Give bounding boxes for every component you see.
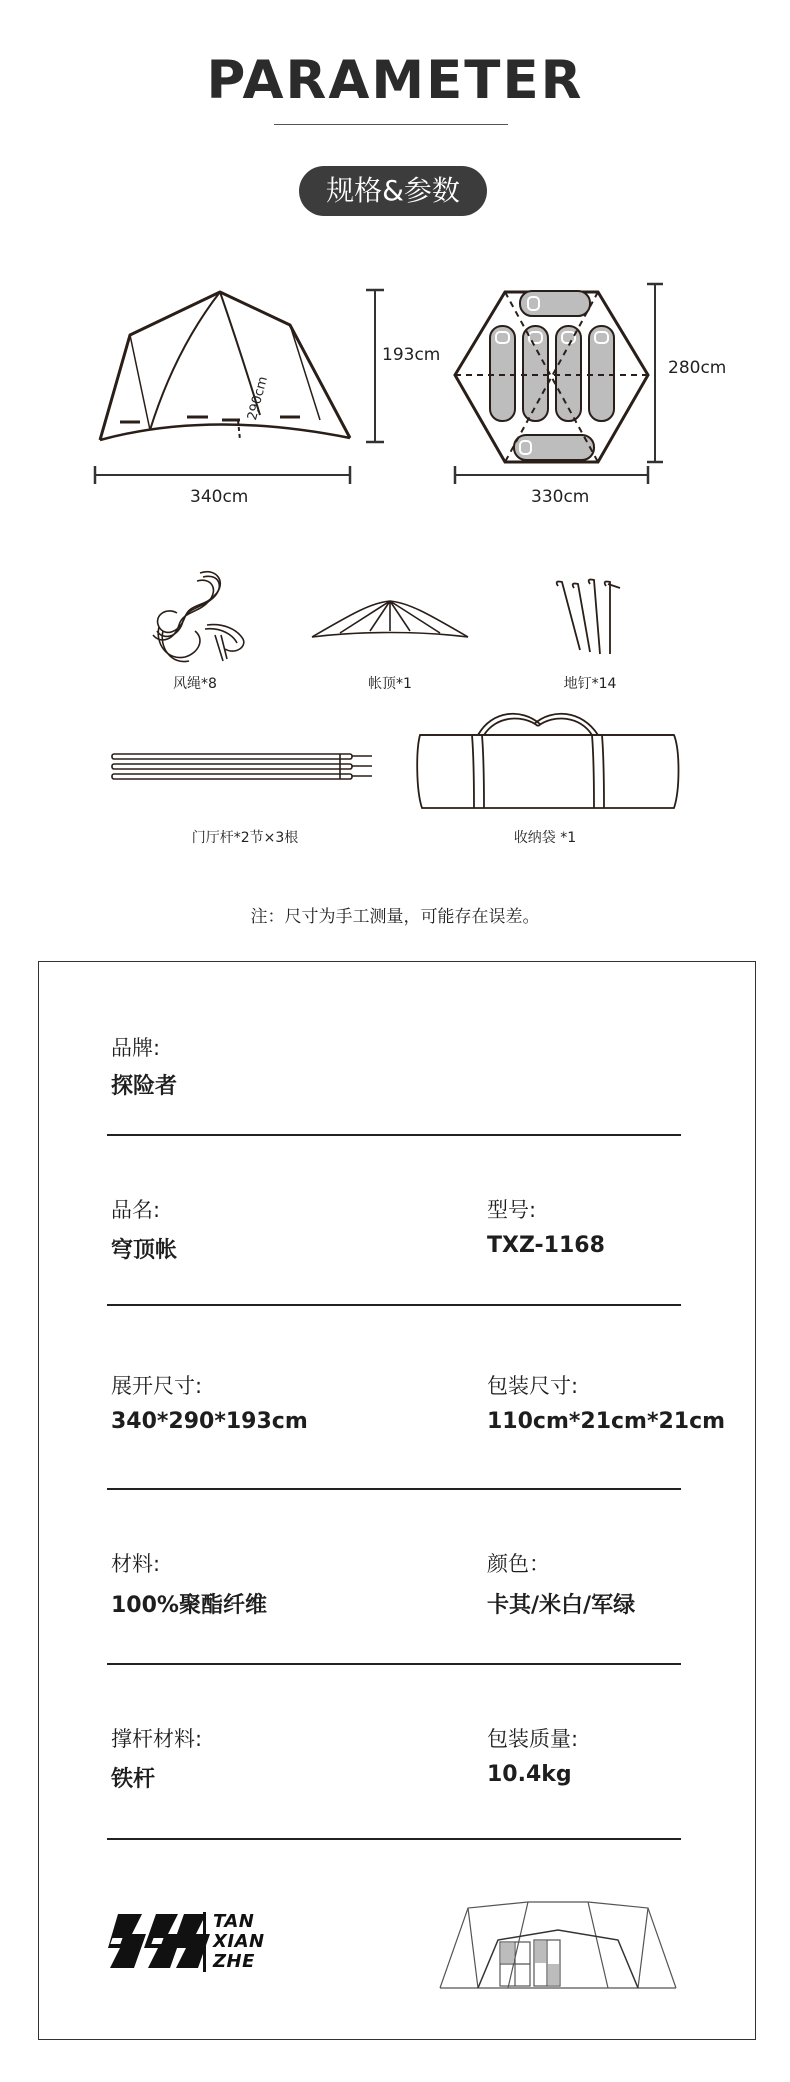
canopy-top-icon (310, 595, 470, 645)
tent-side-view (90, 280, 390, 480)
brand-label: 品牌: (111, 1036, 161, 1060)
material-value: 100%聚酯纤维 (111, 1593, 267, 1618)
accessory-label-bag: 收纳袋 *1 (513, 830, 577, 846)
open-size-label: 展开尺寸: (111, 1374, 203, 1398)
brand-logo-icon (108, 1912, 210, 1970)
pack-weight-value: 10.4kg (487, 1762, 572, 1787)
pole-material-label: 撑杆材料: (111, 1727, 203, 1751)
color-label: 颜色： (487, 1552, 550, 1576)
storage-bag-icon (412, 710, 682, 815)
brand-name-line-2: XIAN (213, 1931, 265, 1952)
color-value: 卡其/米白/军绿 (487, 1593, 636, 1618)
pack-size-value: 110cm*21cm*21cm (487, 1409, 726, 1434)
page-title: PARAMETER (206, 50, 584, 111)
pack-size-label: 包装尺寸: (487, 1374, 579, 1398)
brand-name-line-1: TAN (213, 1911, 255, 1932)
ground-stakes-icon (550, 578, 630, 658)
tent-top-view (450, 280, 680, 490)
pole-material-value: 铁杆 (111, 1767, 156, 1792)
top-height-label: 280cm (668, 358, 727, 378)
accessory-label-rope: 风绳*8 (173, 676, 217, 692)
measurement-note: 注：尺寸为手工测量，可能存在误差。 (250, 907, 540, 927)
spec-divider (107, 1488, 681, 1490)
pack-weight-label: 包装质量: (487, 1727, 579, 1751)
section-pill: 规格&参数 (299, 166, 487, 216)
model-label: 型号: (487, 1198, 537, 1222)
spec-divider (107, 1663, 681, 1665)
top-width-label: 330cm (531, 487, 590, 507)
product-name-value: 穹顶帐 (111, 1238, 178, 1263)
product-name-label: 品名: (111, 1198, 161, 1222)
side-depth-label: 290cm (245, 374, 272, 422)
tent-illustration (438, 1900, 678, 1992)
side-height-label: 193cm (382, 345, 441, 365)
spec-divider (107, 1304, 681, 1306)
spec-divider (107, 1838, 681, 1840)
material-label: 材料: (111, 1552, 161, 1576)
rope-icon (145, 565, 255, 670)
door-poles-icon (110, 750, 380, 785)
open-size-value: 340*290*193cm (111, 1409, 308, 1434)
spec-box (38, 961, 756, 2040)
brand-value: 探险者 (111, 1074, 178, 1099)
brand-divider (203, 1912, 206, 1972)
title-underline (274, 124, 508, 125)
side-width-label: 340cm (190, 487, 249, 507)
accessory-label-canopy: 帐顶*1 (368, 676, 412, 692)
accessory-label-stakes: 地钉*14 (563, 676, 617, 692)
spec-divider (107, 1134, 681, 1136)
model-value: TXZ-1168 (487, 1233, 605, 1258)
brand-name-line-3: ZHE (213, 1951, 255, 1972)
accessory-label-poles: 门厅杆*2节×3根 (191, 830, 299, 846)
